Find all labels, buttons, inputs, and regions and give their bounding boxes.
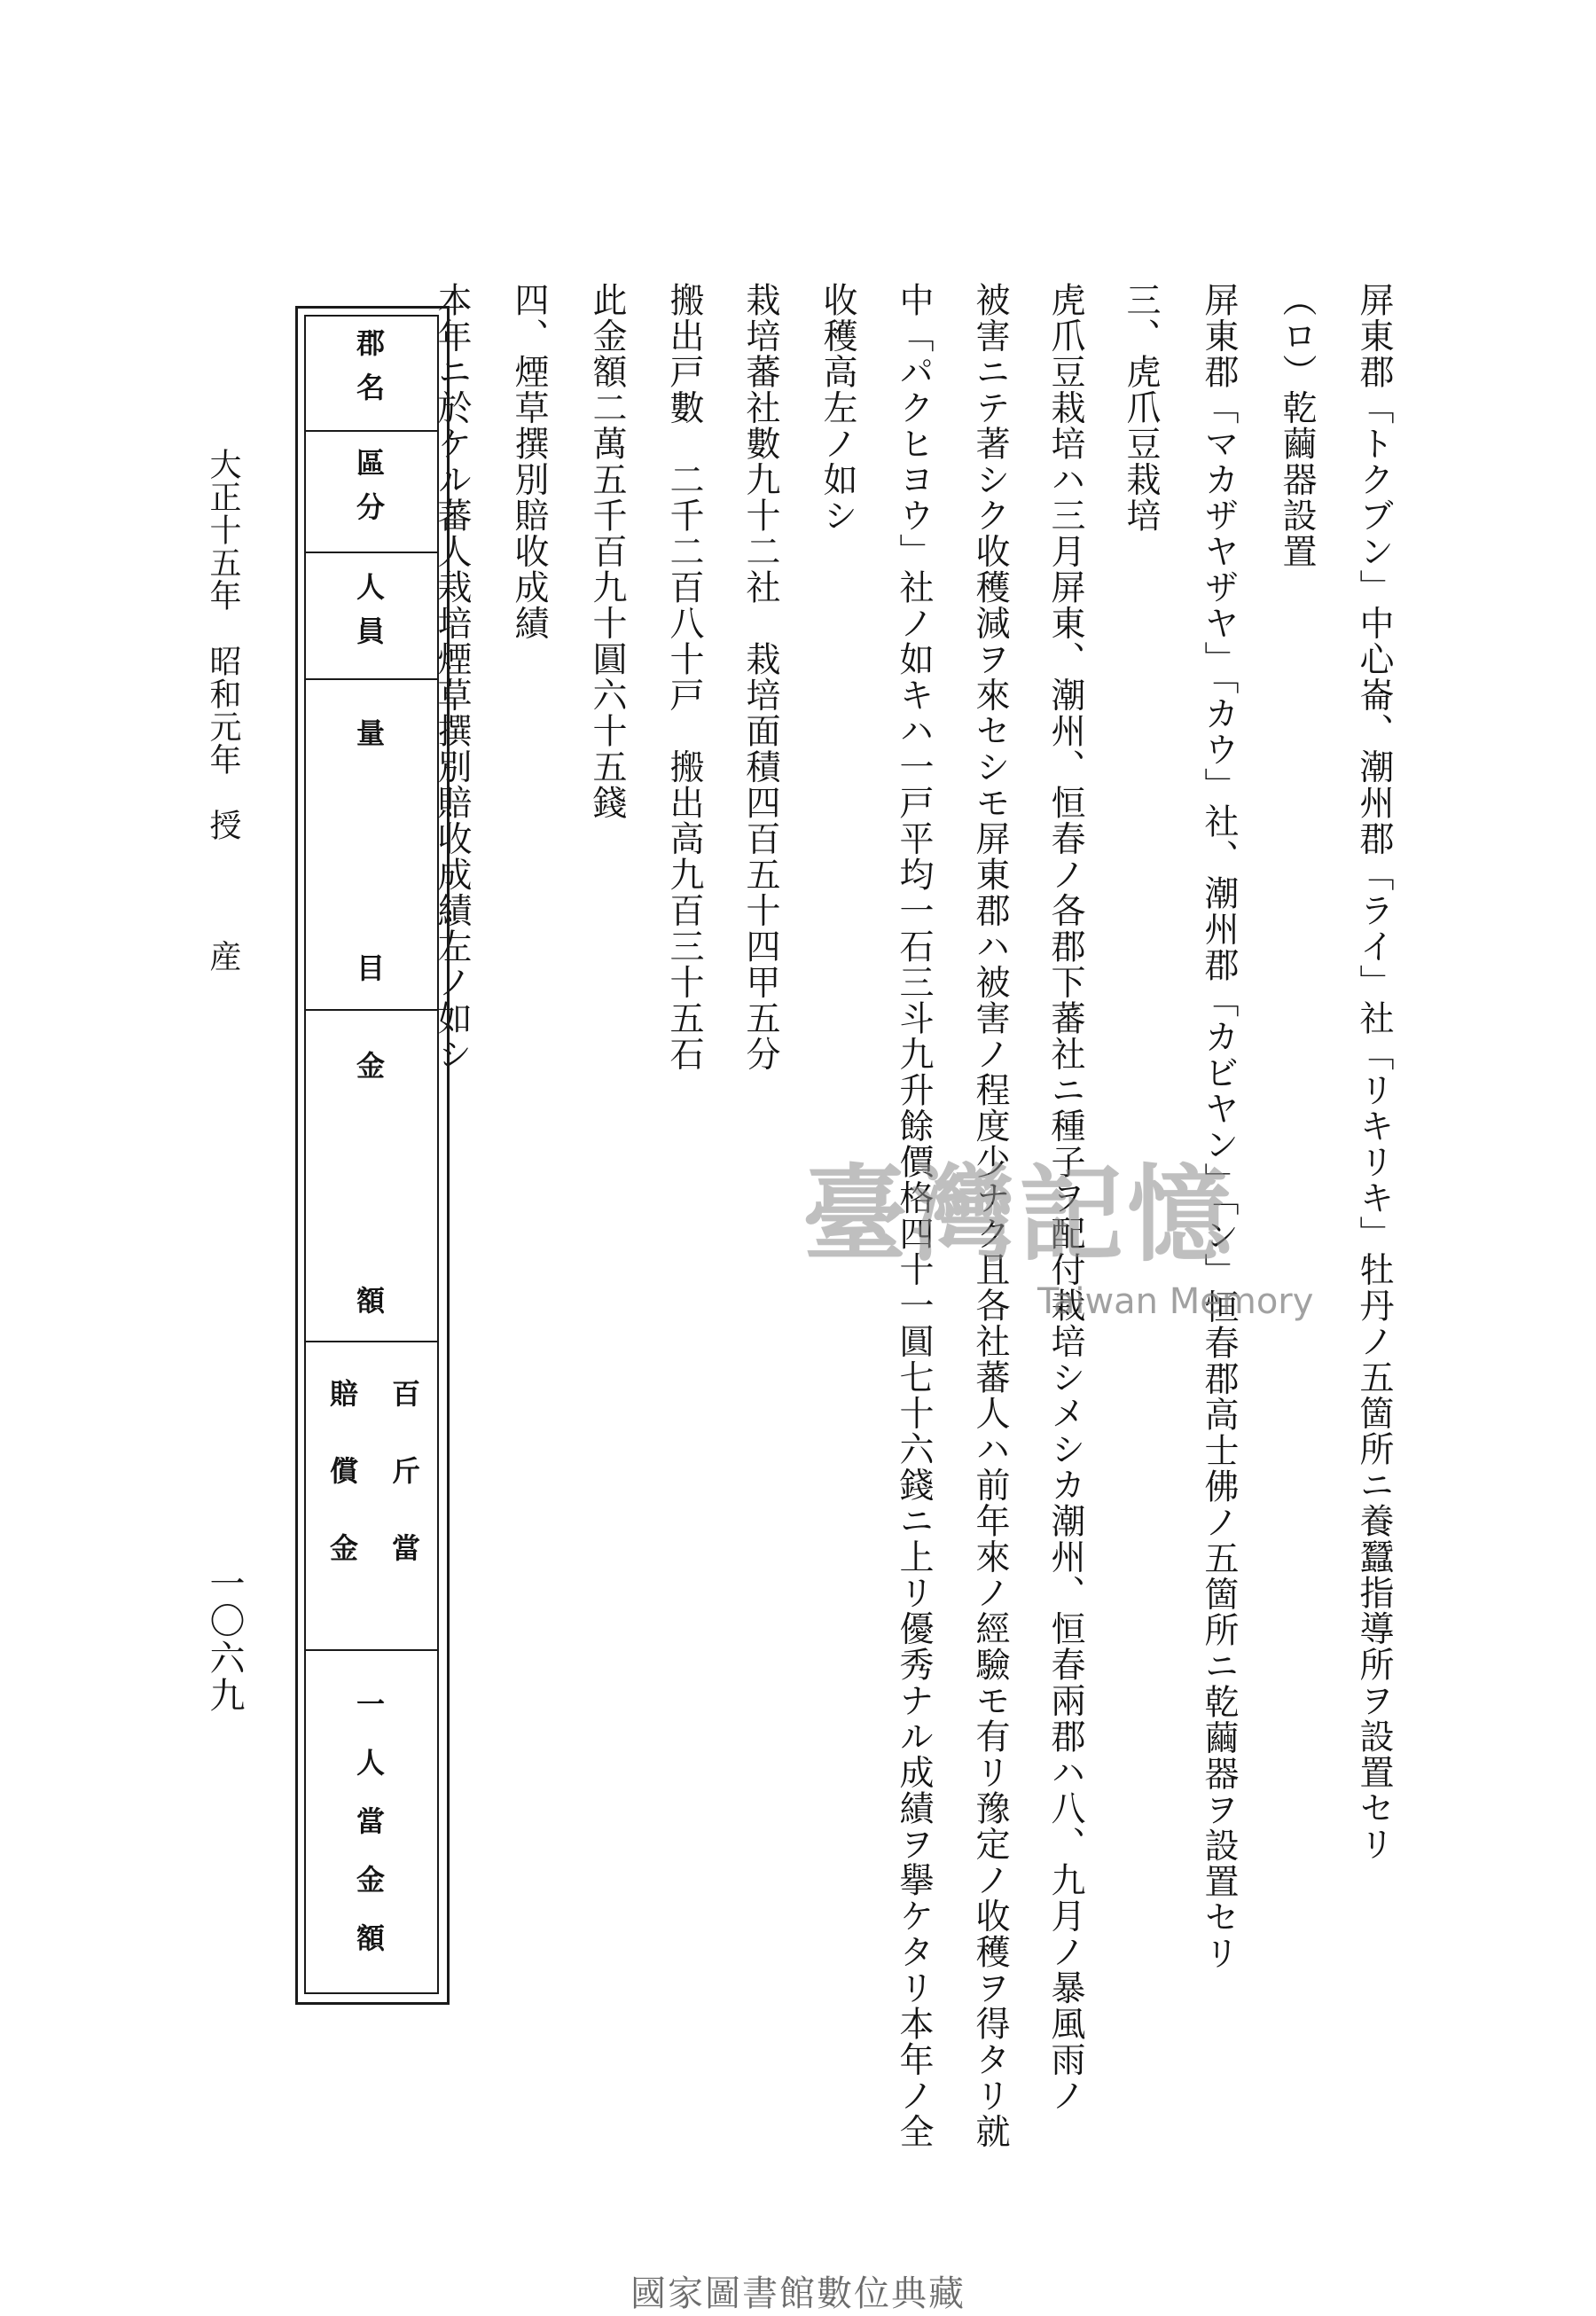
text-column-3: 屏東郡「マカザヤザヤ」「カウ」社、潮州郡「カビヤン」「ン」恒春郡高士佛ノ五箇所ニ乾繭器ヲ設置セリ: [1199, 282, 1239, 1971]
table-divider: [304, 678, 439, 680]
footer-credit: 國家圖書館數位典藏: [630, 2273, 966, 2314]
table-header-per-person: 一人當金額: [352, 1689, 386, 1982]
text-column-12: 四、煙草撰別賠收成績: [509, 282, 549, 641]
table-divider: [304, 1649, 439, 1651]
watermark-logo: 臺灣記憶: [802, 1153, 1236, 1276]
table-divider: [304, 552, 439, 553]
text-column-6: 被害ニテ著シク收穫減ヲ來セシモ屏東郡ハ被害ノ程度少ナク且各社蕃人ハ前年來ノ經驗モ有リ豫定ノ收穫ヲ得タリ就: [970, 282, 1010, 2149]
text-column-5: 虎爪豆栽培ハ三月屏東、潮州、恒春ノ各郡下蕃社ニ種子ヲ配付栽培シメシカ潮州、恒春兩郡ハ八、九月ノ暴風雨ノ: [1045, 282, 1085, 2114]
text-column-4: 三、虎爪豆栽培: [1121, 282, 1161, 534]
table-header-per100-line1: 百斤當: [387, 1379, 421, 1610]
text-column-1: 屏東郡「トクブン」中心崙、潮州郡「ライ」社「リキリキ」牡丹ノ五箇所ニ養蠶指導所ヲ設置セリ: [1354, 282, 1394, 1862]
text-column-8: 收穫高左ノ如シ: [818, 282, 857, 534]
table-header-gun-mei: 郡名: [352, 328, 386, 417]
text-column-13: 本年ニ於ケル蕃人栽培煙草撰別賠收成績左ノ如シ: [432, 282, 472, 1072]
table-divider: [304, 1009, 439, 1011]
table-divider: [304, 430, 439, 432]
table-divider: [304, 1341, 439, 1342]
text-column-9: 栽培蕃社數九十二社 栽培面積四百五十四甲五分: [740, 282, 780, 1072]
running-header: 大正十五年 昭和元年 授 産: [205, 448, 241, 973]
page-number: 一〇六九: [204, 1565, 245, 1714]
text-column-11: 此金額二萬五千百九十圓六十五錢: [587, 282, 627, 821]
table-header-per100-line2: 賠償金: [325, 1379, 359, 1610]
table-header-kin: 金: [352, 1051, 386, 1081]
text-column-10: 搬出戸數 二千二百八十戸 搬出高九百三十五石: [664, 282, 704, 1072]
table-header-moku: 目: [352, 953, 386, 983]
table-header-kubun: 區分: [352, 448, 386, 536]
table-header-jinin: 人員: [352, 572, 386, 661]
text-column-7: 中「パクヒヨウ」社ノ如キハ一戸平均一石三斗九升餘價格四十一圓七十六錢ニ上リ優秀ナル成績ヲ擧ケタリ本年ノ全: [894, 282, 934, 2149]
watermark-english: Taiwan Memory: [1037, 1281, 1314, 1322]
table-header-ryou: 量: [352, 718, 386, 748]
text-column-2: （ロ）乾繭器設置: [1277, 282, 1317, 569]
table-header-gaku: 額: [352, 1286, 386, 1316]
